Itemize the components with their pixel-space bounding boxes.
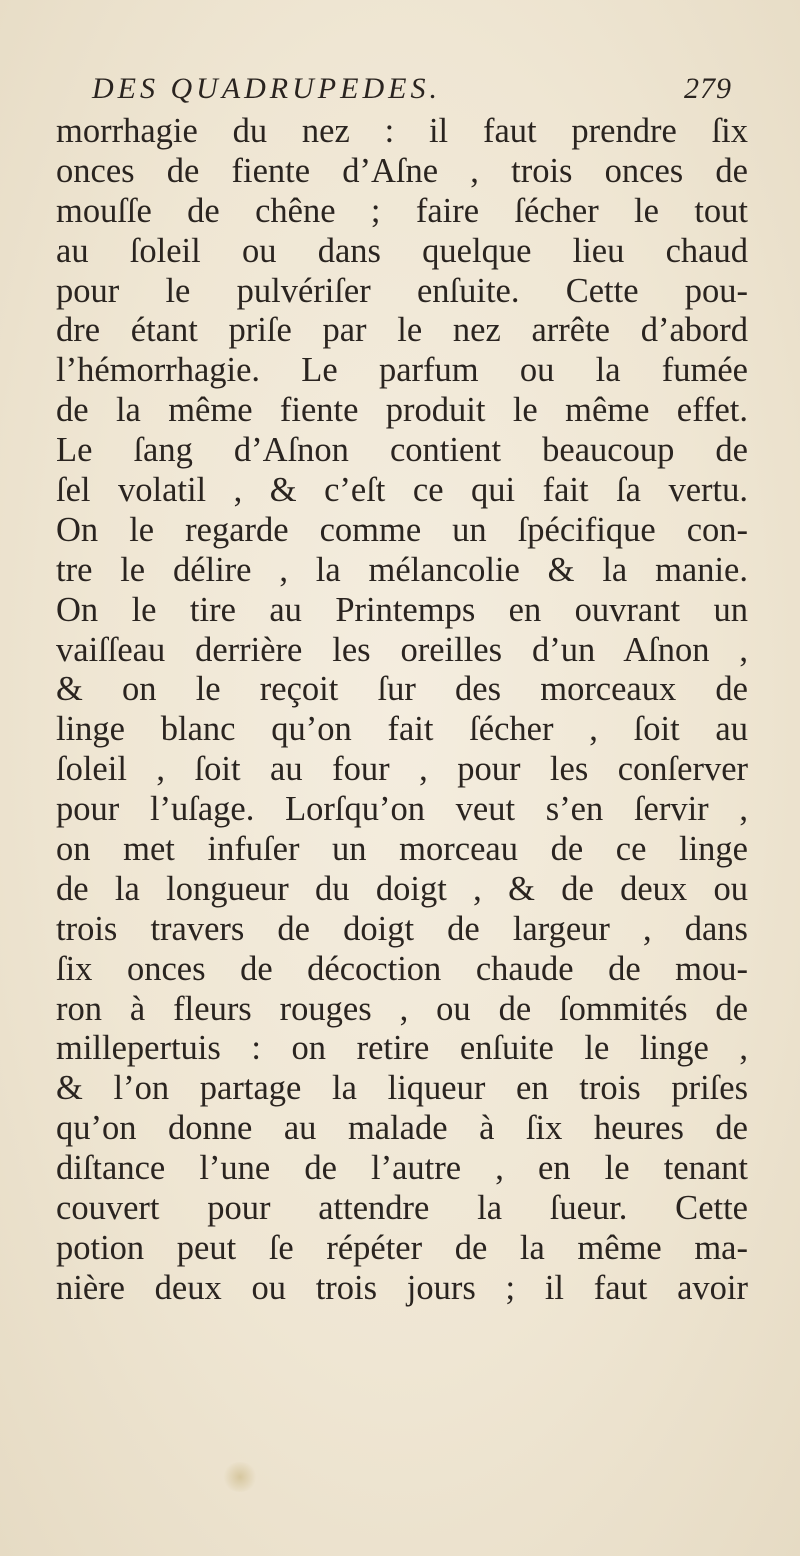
text-line: trois travers de doigt de largeur , dans (56, 909, 748, 948)
text-line: tre le délire , la mélancolie & la manie. (56, 550, 748, 589)
page-number: 279 (684, 72, 732, 105)
text-line: Le ſang d’Aſnon contient beaucoup de (56, 431, 748, 470)
running-header (92, 72, 732, 112)
text-line: millepertuis : on retire enſuite le linge , (56, 1029, 748, 1068)
text-line: On le regarde comme un ſpécifique con- (56, 510, 748, 549)
text-line: dre étant priſe par le nez arrête d’abord (56, 311, 748, 350)
text-line: couvert pour attendre la ſueur. Cette (56, 1189, 748, 1228)
text-line: & l’on partage la liqueur en trois priſes (56, 1069, 748, 1108)
text-line: de la même fiente produit le même effet. (56, 391, 748, 430)
text-line: onces de fiente d’Aſne , trois onces de (56, 151, 748, 190)
text-line: on met infuſer un morceau de ce linge (56, 830, 748, 869)
text-line: On le tire au Printemps en ouvrant un (56, 590, 748, 629)
text-line: qu’on donne au malade à ſix heures de (56, 1109, 748, 1148)
text-line: pour l’uſage. Lorſqu’on veut s’en ſervir , (56, 790, 748, 829)
text-line: pour le pulvériſer enſuite. Cette pou- (56, 271, 748, 310)
text-line: mouſſe de chêne ; faire ſécher le tout (56, 191, 748, 230)
text-line: vaiſſeau derrière les oreilles d’un Aſnon , (56, 630, 748, 669)
text-line: linge blanc qu’on fait ſécher , ſoit au (56, 710, 748, 749)
text-line: au ſoleil ou dans quelque lieu chaud (56, 231, 748, 270)
paper-stain (222, 1462, 258, 1492)
text-line: diſtance l’une de l’autre , en le tenant (56, 1149, 748, 1188)
text-line: potion peut ſe répéter de la même ma- (56, 1228, 748, 1267)
text-line: ſoleil , ſoit au four , pour les conſerver (56, 750, 748, 789)
running-title: DES QUADRUPEDES. (92, 72, 441, 105)
text-line: ron à fleurs rouges , ou de ſommités de (56, 989, 748, 1028)
text-line: ſix onces de décoction chaude de mou- (56, 949, 748, 988)
text-line: & on le reçoit ſur des morceaux de (56, 670, 748, 709)
text-line: l’hémorrhagie. Le parfum ou la fumée (56, 351, 748, 390)
text-line: nière deux ou trois jours ; il faut avoir (56, 1268, 748, 1307)
text-line: de la longueur du doigt , & de deux ou (56, 869, 748, 908)
body-text (56, 112, 748, 1309)
text-line: morrhagie du nez : il faut prendre ſix (56, 112, 748, 150)
text-line: ſel volatil , & c’eſt ce qui fait ſa vertu. (56, 471, 748, 510)
